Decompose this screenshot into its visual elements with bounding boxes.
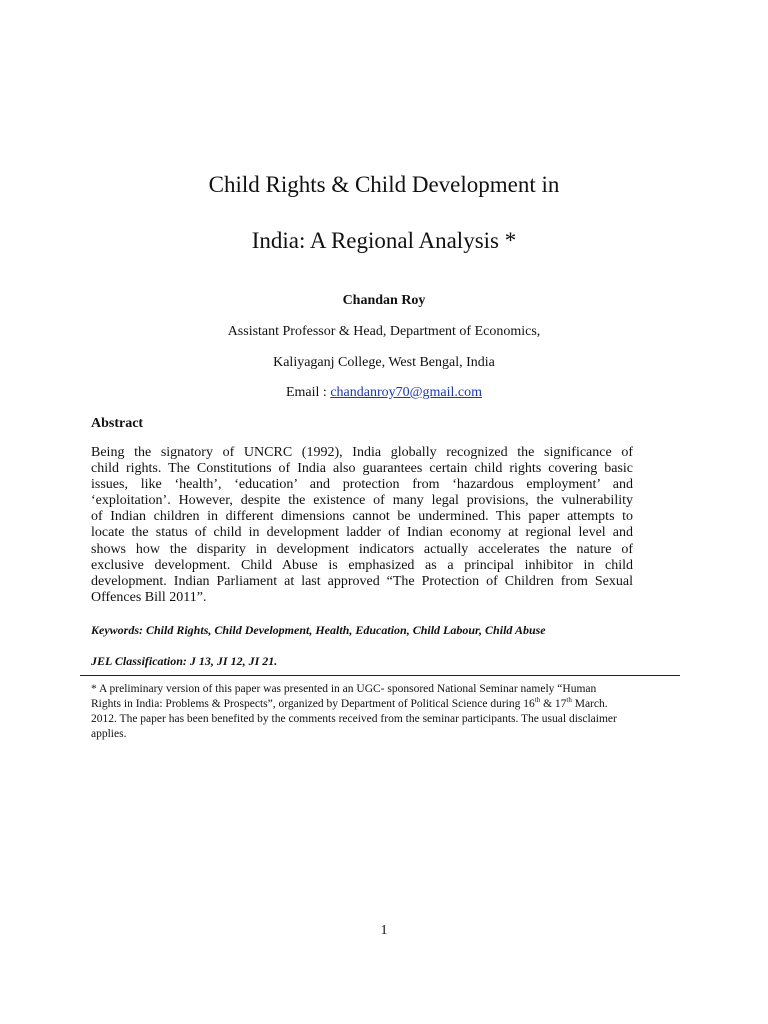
abstract-line: of Indian children in different dimensions cannot be undermined. This paper attempts to [91,509,633,525]
abstract-line: Being the signatory of UNCRC (1992), India globally recognized the significance of [91,445,633,460]
abstract-heading: Abstract [91,416,144,431]
footnote [91,682,671,742]
paper-title-line-2: India: A Regional Analysis * [251,228,517,253]
keywords: Keywords: Child Rights, Child Development, Health, Education, Child Labour, Child Abuse [91,623,546,637]
abstract-line: Offences Bill 2011”. [91,589,207,605]
footnote-line [91,697,671,712]
abstract-line: locate the status of child in development ladder of Indian economy at regional level and [91,525,633,541]
jel-classification: JEL Classification: J 13, JI 12, JI 21. [91,654,278,668]
abstract-line: issues, like ‘health’, ‘education’ and protection from ‘hazardous employment’ and [91,477,633,493]
ordinal-suffix: th [566,696,572,705]
email-link[interactable]: chandanroy70@gmail.com [330,385,482,400]
abstract-line: exclusive development. Child Abuse is emphasized as a principal inhibitor in child [91,557,633,573]
abstract-line: development. Indian Parliament at last approved “The Protection of Children from Sexual [91,573,633,589]
email-label: Email : [285,385,331,400]
author-affiliation-line-1: Assistant Professor & Head, Department of Economics, [227,324,541,339]
page-number: 1 [380,923,388,938]
abstract-line: shows how the disparity in development indicators actually accelerates the nature of [91,541,633,557]
footnote-text: & 17 [540,698,567,710]
ordinal-suffix: th [534,696,541,705]
footnote-line: 2012. The paper has been benefited by the comments received from the seminar participants. The usual disclaimer [91,713,617,725]
abstract-line: child rights. The Constitutions of India also guarantees certain child rights covering basic [91,461,633,477]
author-affiliation-line-2: Kaliyaganj College, West Bengal, India [273,355,495,370]
footnote-text: March. [571,698,608,710]
footnote-text: Rights in India: Problems & Prospects”, organized by Department of Political Science during 16 [91,698,535,710]
abstract-line: ‘exploitation’. However, despite the existence of many legal provisions, the vulnerability [91,493,633,509]
paper-title-line-1: Child Rights & Child Development in [208,172,560,197]
author-name: Chandan Roy [342,293,426,308]
abstract-body [91,445,633,606]
footnote-line: applies. [91,728,127,740]
footnote-divider [80,675,680,676]
footnote-line: * A preliminary version of this paper was presented in an UGC- sponsored National Seminar namely “Human [91,683,597,695]
author-email-line [0,384,768,402]
